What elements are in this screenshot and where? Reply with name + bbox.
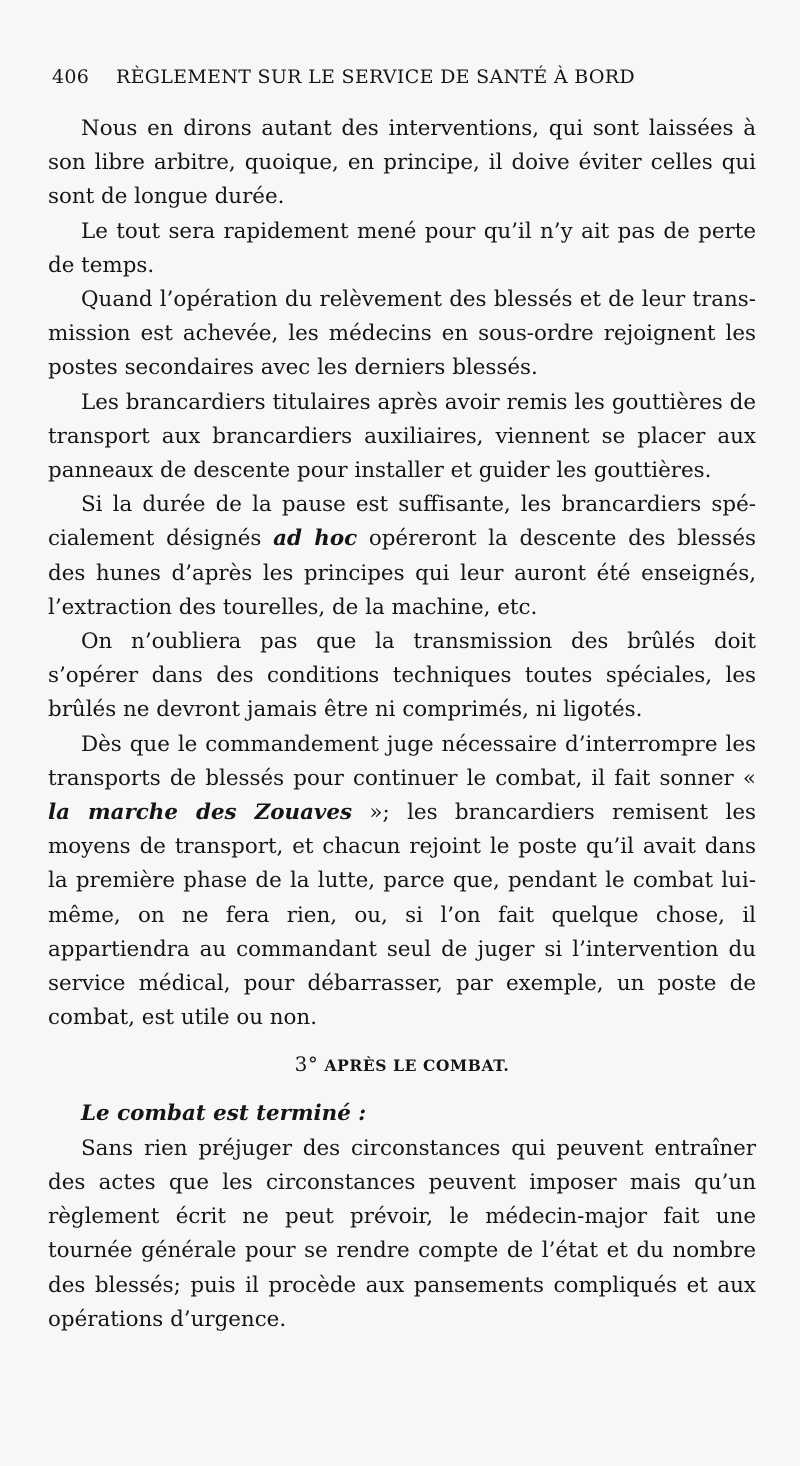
section-number: 3° (294, 1052, 319, 1077)
section-title: APRÈS LE COMBAT. (324, 1056, 510, 1076)
subheading: Le combat est terminé : (81, 1101, 367, 1127)
running-title: RÈGLEMENT SUR LE SERVICE DE SANTÉ À BORD (116, 66, 635, 88)
paragraph-text: Si la durée de la pause est suffisante, les brancardiers spécialement désignés (48, 492, 756, 552)
section-heading (48, 1049, 756, 1081)
paragraph (48, 728, 756, 1036)
paragraph: Les brancardiers titulaires après avoir remis les gouttières de transport aux brancardiers auxiliaires, viennent se placer aux panneaux de descente pour installer et guider les gouttières. (48, 389, 756, 484)
paragraph: Nous en dirons autant des interventions, qui sont laissées à son libre arbitre, quoique, en principe, il doive éviter celles qui sont de longue durée. (48, 116, 756, 210)
page-body (48, 112, 756, 1337)
page-number: 406 (52, 66, 90, 88)
italic-phrase: la marche des Zouaves (48, 800, 353, 826)
paragraph: Le tout sera rapidement mené pour qu’il n’y ait pas de perte de temps. (48, 218, 756, 278)
paragraph: Sans rien préjuger des circonstances qui peuvent entraîner des actes que les circonstances peuvent imposer mais qu’un règlement écrit ne peut prévoir, le médecin-major fait une tournée générale pour se rendre compte de l’état et du nombre des blessés; puis il procède aux pansements compliqués et aux opérations d’urgence. (48, 1135, 756, 1332)
paragraph-text: »; les brancardiers remisent les moyens de transport, et chacun rejoint le poste qu’il avait dans la première phase de la lutte, parce que, pendant le combat lui-même, on ne fera rien, ou, si l’on fait quelque chose, il appartiendra au commandant seul de juger si l’intervention du service médical, pour débarrasser, par exemple, un poste de combat, est utile ou non. (48, 800, 756, 1031)
running-header (52, 66, 752, 96)
paragraph (48, 488, 756, 625)
paragraph: On n’oubliera pas que la transmission des brûlés doit s’opérer dans des conditions techniques toutes spéciales, les brûlés ne devront jamais être ni comprimés, ni ligotés. (48, 629, 756, 723)
paragraph-text: opéreront la descente des blessés des hunes d’après les principes qui leur auront été enseignés, l’extraction des tourelles, de la machine, etc. (48, 526, 757, 620)
italic-phrase: ad hoc (273, 526, 358, 552)
paragraph-text: Dès que le commandement juge nécessaire d’interrompre les transports de blessés pour continuer le combat, il fait sonner « (48, 731, 756, 791)
paragraph: Quand l’opération du relèvement des blessés et de leur transmission est achevée, les médecins en sous-ordre rejoignent les postes secondaires avec les derniers blessés. (48, 287, 756, 381)
